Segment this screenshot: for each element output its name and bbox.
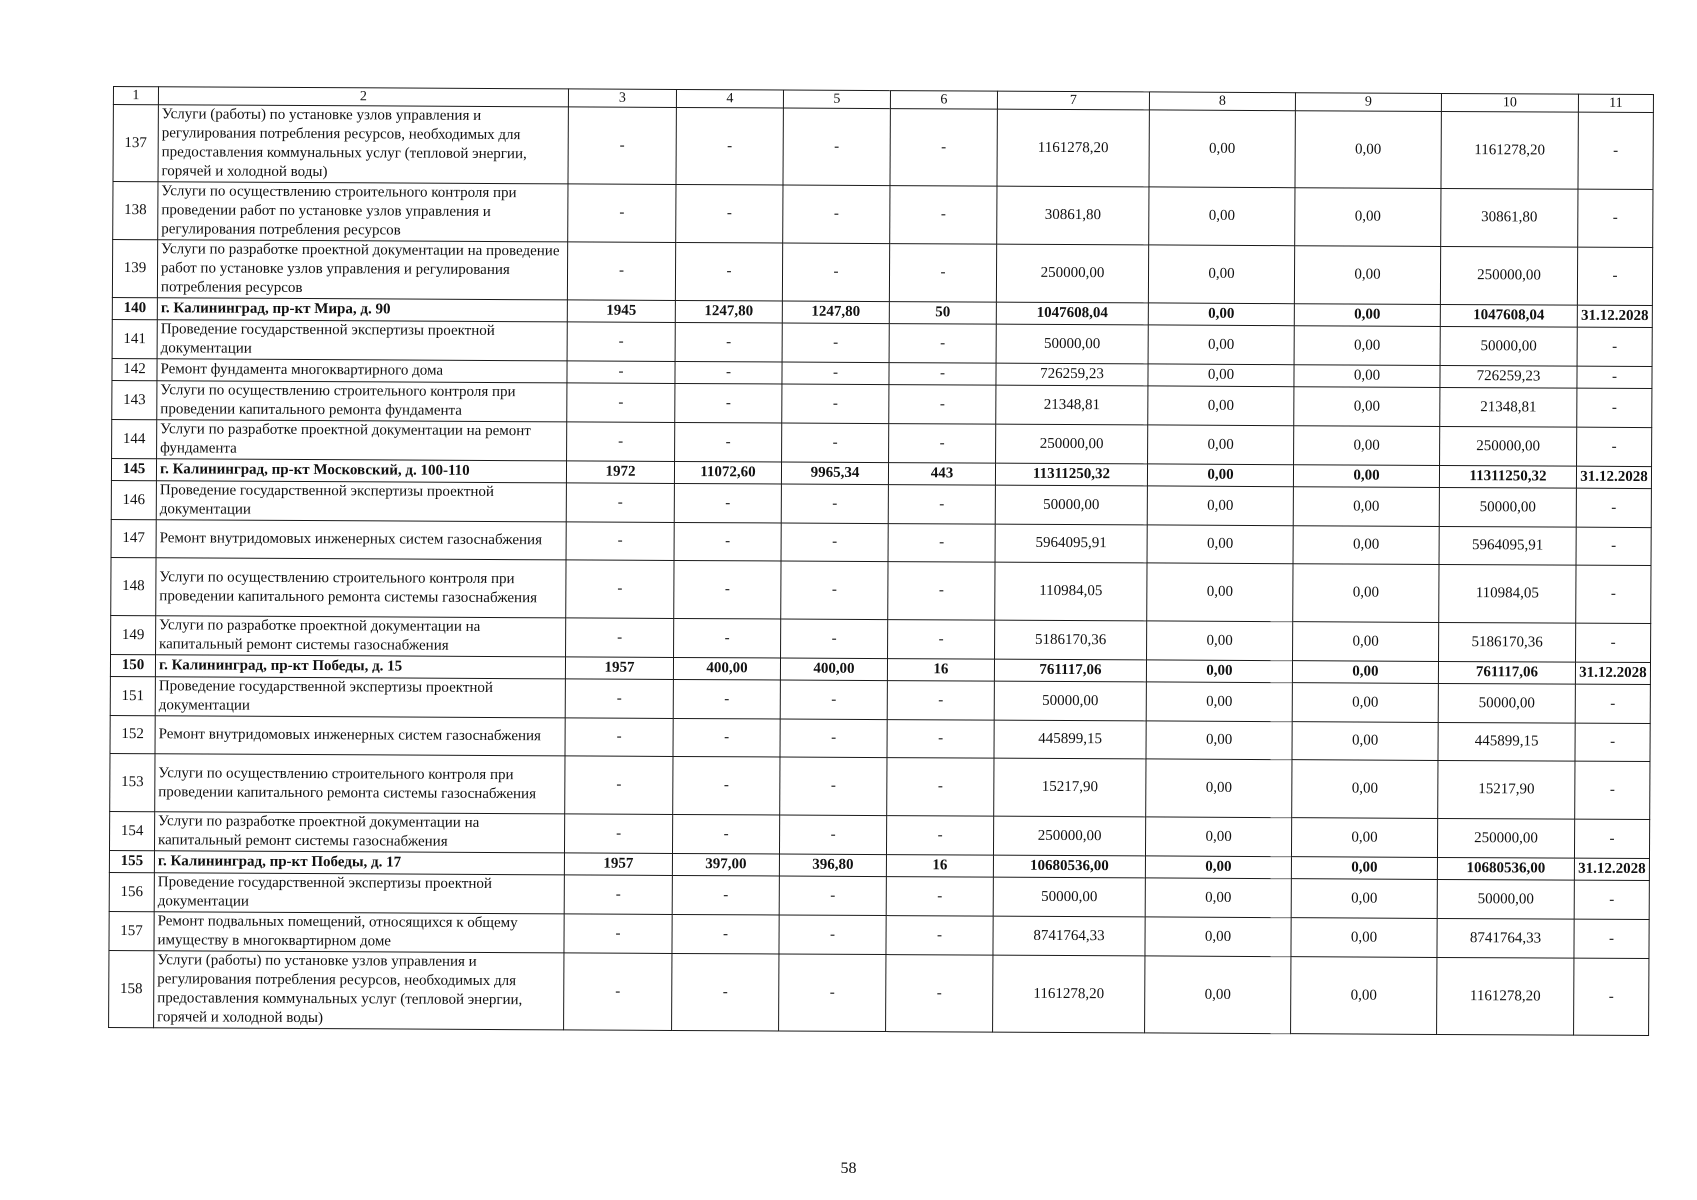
total-area-cell: 397,00	[672, 853, 779, 876]
living-area-cell: 396,80	[779, 854, 886, 877]
total-area-cell: -	[674, 618, 781, 658]
total-area-cell: -	[673, 718, 780, 757]
document-page	[108, 86, 1653, 1036]
year-built-cell: -	[567, 422, 675, 462]
owner-funds-cell: 50000,00	[1440, 326, 1577, 366]
total-area-cell: -	[673, 679, 780, 719]
row-number: 142	[112, 358, 157, 380]
regional-funds-cell: 0,00	[1291, 957, 1437, 1035]
living-area-cell: -	[779, 954, 886, 1032]
row-number: 138	[113, 182, 158, 240]
residents-cell: -	[887, 720, 994, 759]
item-name: г. Калининград, пр-кт Московский, д. 100-110	[156, 459, 566, 483]
total-area-cell: -	[673, 756, 780, 815]
residents-cell: -	[889, 244, 996, 303]
regional-funds-cell: 0,00	[1293, 487, 1439, 527]
row-number: 152	[110, 715, 155, 753]
owner-funds-cell: 1047608,04	[1440, 304, 1577, 327]
living-area-cell: 1247,80	[782, 301, 889, 324]
year-built-cell: -	[567, 361, 675, 384]
federal-funds-cell: 0,00	[1148, 325, 1294, 365]
year-built-cell: -	[564, 875, 672, 915]
total-area-cell: -	[674, 483, 781, 523]
regional-funds-cell: 0,00	[1293, 465, 1439, 488]
total-cost-cell: 761117,06	[994, 659, 1146, 682]
year-built-cell: 1957	[564, 853, 672, 876]
item-name: Услуги по разработке проектной документации на капитальный ремонт системы газоснабжения	[156, 616, 566, 657]
year-built-cell: -	[564, 914, 672, 954]
owner-funds-cell: 5964095,91	[1439, 526, 1576, 565]
federal-funds-cell: 0,00	[1148, 425, 1294, 465]
item-name: Проведение государственной экспертизы проектной документации	[156, 481, 566, 522]
work-row	[113, 182, 1653, 248]
total-cost-cell: 5186170,36	[995, 620, 1147, 660]
deadline-cell: -	[1574, 919, 1649, 958]
work-row	[113, 105, 1653, 190]
owner-funds-cell: 30861,80	[1441, 188, 1578, 247]
federal-funds-cell: 0,00	[1145, 956, 1291, 1034]
year-built-cell: -	[566, 483, 674, 523]
federal-funds-cell: 0,00	[1145, 856, 1291, 879]
item-name: Проведение государственной экспертизы проектной документации	[154, 873, 564, 914]
row-number: 148	[111, 557, 156, 615]
row-number: 158	[109, 950, 154, 1027]
year-built-cell: -	[564, 953, 672, 1031]
row-number: 139	[112, 240, 157, 298]
year-built-cell: -	[566, 618, 674, 658]
owner-funds-cell: 250000,00	[1440, 426, 1577, 466]
year-built-cell: -	[565, 679, 673, 719]
item-name: Проведение государственной экспертизы проектной документации	[155, 677, 565, 718]
regional-funds-cell: 0,00	[1294, 387, 1440, 427]
item-name: Услуги по осуществлению строительного контроля при проведении капитального ремонта фундамента	[157, 381, 567, 422]
living-area-cell: 9965,34	[781, 462, 888, 485]
federal-funds-cell: 0,00	[1147, 621, 1293, 661]
regional-funds-cell: 0,00	[1294, 326, 1440, 366]
row-number: 147	[111, 519, 156, 557]
item-name: Проведение государственной экспертизы проектной документации	[157, 320, 567, 361]
column-header: 1	[113, 87, 158, 105]
total-cost-cell: 250000,00	[996, 424, 1148, 464]
total-area-cell: -	[674, 522, 781, 561]
owner-funds-cell: 110984,05	[1439, 564, 1576, 623]
item-name: Услуги по осуществлению строительного контроля при проведении капитального ремонта системы газоснабжения	[155, 754, 565, 814]
total-cost-cell: 50000,00	[996, 324, 1148, 364]
regional-funds-cell: 0,00	[1292, 722, 1438, 761]
residents-cell: -	[890, 109, 997, 187]
deadline-cell: 31.12.2028	[1575, 662, 1650, 684]
regional-funds-cell: 0,00	[1292, 661, 1438, 684]
year-built-cell: 1972	[566, 461, 674, 484]
federal-funds-cell: 0,00	[1148, 245, 1294, 304]
column-header: 6	[890, 91, 997, 110]
residents-cell: -	[888, 620, 995, 660]
total-cost-cell: 250000,00	[996, 244, 1148, 303]
regional-funds-cell: 0,00	[1291, 857, 1437, 880]
total-area-cell: -	[675, 322, 782, 362]
living-area-cell: 400,00	[780, 658, 887, 681]
owner-funds-cell: 250000,00	[1440, 246, 1577, 305]
total-area-cell: -	[672, 914, 779, 954]
total-cost-cell: 50000,00	[993, 877, 1145, 917]
regional-funds-cell: 0,00	[1292, 760, 1438, 819]
regional-funds-cell: 0,00	[1294, 304, 1440, 327]
living-area-cell: -	[779, 815, 886, 855]
item-name: Услуги по разработке проектной документации на проведение работ по установке узлов управления и регулирования потребления ресурсов	[157, 240, 567, 300]
item-name: Ремонт фундамента многоквартирного дома	[157, 359, 567, 383]
federal-funds-cell: 0,00	[1147, 525, 1293, 564]
owner-funds-cell: 1161278,20	[1437, 957, 1574, 1035]
column-header: 9	[1295, 93, 1441, 112]
item-name: г. Калининград, пр-кт Победы, д. 15	[155, 655, 565, 679]
living-area-cell: -	[783, 108, 890, 186]
total-area-cell: -	[672, 875, 779, 915]
total-area-cell: 1247,80	[675, 300, 782, 323]
item-name: Услуги по разработке проектной документации на капитальный ремонт системы газоснабжения	[154, 812, 564, 853]
total-area-cell: -	[676, 184, 783, 243]
year-built-cell: -	[568, 184, 676, 243]
item-name: Услуги по разработке проектной документации на ремонт фундамента	[157, 420, 567, 461]
federal-funds-cell: 0,00	[1146, 721, 1292, 760]
row-number: 140	[112, 297, 157, 319]
regional-funds-cell: 0,00	[1291, 879, 1437, 919]
total-area-cell: 400,00	[673, 657, 780, 680]
row-number: 146	[111, 480, 156, 519]
row-number: 143	[112, 380, 157, 419]
deadline-cell: -	[1577, 247, 1652, 305]
regional-funds-cell: 0,00	[1294, 426, 1440, 466]
item-name: г. Калининград, пр-кт Мира, д. 90	[157, 298, 567, 322]
owner-funds-cell: 8741764,33	[1437, 918, 1574, 958]
living-area-cell: -	[781, 523, 888, 562]
row-number: 149	[111, 615, 156, 654]
total-cost-cell: 1161278,20	[993, 955, 1145, 1033]
row-number: 151	[110, 676, 155, 715]
federal-funds-cell: 0,00	[1147, 486, 1293, 526]
deadline-cell: -	[1577, 388, 1652, 427]
item-name: Ремонт внутридомовых инженерных систем газоснабжения	[155, 716, 565, 756]
owner-funds-cell: 50000,00	[1437, 879, 1574, 919]
deadline-cell: -	[1577, 366, 1652, 388]
federal-funds-cell: 0,00	[1145, 917, 1291, 957]
total-area-cell: -	[675, 383, 782, 423]
item-name: Ремонт подвальных помещений, относящихся к общему имуществу в многоквартирном доме	[154, 912, 564, 953]
deadline-cell: -	[1574, 819, 1649, 858]
row-number: 157	[109, 911, 154, 950]
deadline-cell: -	[1574, 958, 1649, 1035]
regional-funds-cell: 0,00	[1295, 111, 1441, 189]
row-number: 150	[110, 654, 155, 676]
item-name: Услуги по осуществлению строительного контроля при проведении работ по установке узлов управления и регулирования потребления ресурсов	[158, 182, 568, 242]
owner-funds-cell: 15217,90	[1438, 760, 1575, 819]
residents-cell: 16	[886, 855, 993, 878]
total-area-cell: -	[676, 107, 783, 185]
living-area-cell: -	[780, 719, 887, 758]
living-area-cell: -	[779, 876, 886, 916]
federal-funds-cell: 0,00	[1147, 563, 1293, 622]
year-built-cell: -	[564, 814, 672, 854]
owner-funds-cell: 726259,23	[1440, 365, 1577, 388]
federal-funds-cell: 0,00	[1149, 187, 1295, 246]
residents-cell: -	[887, 758, 994, 817]
total-cost-cell: 50000,00	[995, 485, 1147, 525]
total-cost-cell: 1161278,20	[997, 109, 1149, 187]
row-number: 153	[110, 753, 155, 811]
owner-funds-cell: 50000,00	[1438, 683, 1575, 723]
total-area-cell: -	[672, 814, 779, 854]
deadline-cell: -	[1578, 112, 1653, 189]
residents-cell: -	[889, 424, 996, 464]
owner-funds-cell: 250000,00	[1437, 818, 1574, 858]
deadline-cell: -	[1577, 327, 1652, 366]
year-built-cell: -	[568, 107, 676, 185]
residents-cell: -	[886, 916, 993, 956]
total-area-cell: 11072,60	[674, 461, 781, 484]
living-area-cell: -	[781, 619, 888, 659]
column-header: 11	[1578, 94, 1653, 112]
column-header: 7	[997, 91, 1149, 110]
year-built-cell: -	[566, 522, 674, 561]
year-built-cell: 1957	[565, 657, 673, 680]
regional-funds-cell: 0,00	[1292, 683, 1438, 723]
column-header: 8	[1149, 92, 1295, 111]
work-row	[110, 753, 1650, 819]
row-number: 154	[109, 811, 154, 850]
row-number: 137	[113, 105, 158, 182]
deadline-cell: 31.12.2028	[1576, 466, 1651, 488]
owner-funds-cell: 445899,15	[1438, 722, 1575, 761]
regional-funds-cell: 0,00	[1295, 188, 1441, 247]
row-number: 144	[112, 419, 157, 458]
work-row	[109, 950, 1649, 1035]
total-cost-cell: 30861,80	[997, 186, 1149, 245]
row-number: 156	[109, 872, 154, 911]
total-cost-cell: 11311250,32	[995, 463, 1147, 486]
living-area-cell: -	[780, 757, 887, 816]
deadline-cell: -	[1576, 565, 1651, 623]
regional-funds-cell: 0,00	[1293, 564, 1439, 623]
owner-funds-cell: 1161278,20	[1441, 111, 1578, 189]
federal-funds-cell: 0,00	[1146, 660, 1292, 683]
total-area-cell: -	[672, 953, 779, 1031]
owner-funds-cell: 50000,00	[1439, 487, 1576, 527]
total-cost-cell: 445899,15	[994, 720, 1146, 759]
total-cost-cell: 10680536,00	[993, 855, 1145, 878]
year-built-cell: -	[567, 383, 675, 423]
federal-funds-cell: 0,00	[1148, 364, 1294, 387]
page-number: 58	[840, 1160, 857, 1177]
owner-funds-cell: 761117,06	[1438, 661, 1575, 684]
column-header: 10	[1441, 93, 1578, 112]
living-area-cell: -	[782, 423, 889, 463]
row-number: 155	[109, 850, 154, 872]
item-name: Ремонт внутридомовых инженерных систем газоснабжения	[156, 520, 566, 560]
total-cost-cell: 8741764,33	[993, 916, 1145, 956]
row-number: 141	[112, 319, 157, 358]
living-area-cell: -	[782, 243, 889, 302]
program-table	[108, 86, 1654, 1036]
residents-cell: -	[886, 816, 993, 856]
column-header: 5	[783, 90, 890, 109]
year-built-cell: -	[567, 322, 675, 362]
living-area-cell: -	[781, 561, 888, 620]
residents-cell: -	[889, 385, 996, 425]
total-cost-cell: 50000,00	[994, 681, 1146, 721]
regional-funds-cell: 0,00	[1293, 622, 1439, 662]
column-header: 4	[676, 89, 783, 108]
table-body	[109, 105, 1654, 1036]
residents-cell: -	[886, 877, 993, 917]
federal-funds-cell: 0,00	[1149, 110, 1295, 188]
residents-cell: 443	[888, 463, 995, 486]
total-area-cell: -	[675, 422, 782, 462]
residents-cell: -	[886, 955, 993, 1033]
item-name: Услуги (работы) по установке узлов управления и регулирования потребления ресурсов, необходимых для предоставления коммунальных услуг (тепловой энергии, горячей и холодной воды)	[158, 105, 568, 184]
total-area-cell: -	[675, 242, 782, 301]
deadline-cell: -	[1575, 684, 1650, 723]
federal-funds-cell: 0,00	[1145, 817, 1291, 857]
residents-cell: -	[889, 363, 996, 386]
federal-funds-cell: 0,00	[1148, 303, 1294, 326]
residents-cell: -	[889, 324, 996, 364]
total-cost-cell: 250000,00	[993, 816, 1145, 856]
owner-funds-cell: 5186170,36	[1439, 622, 1576, 662]
total-cost-cell: 15217,90	[994, 758, 1146, 817]
item-name: Услуги по осуществлению строительного контроля при проведении капитального ремонта системы газоснабжения	[156, 558, 566, 618]
row-number: 145	[111, 458, 156, 480]
total-cost-cell: 110984,05	[995, 562, 1147, 621]
residents-cell: -	[888, 524, 995, 563]
total-area-cell: -	[674, 560, 781, 619]
regional-funds-cell: 0,00	[1291, 918, 1437, 958]
deadline-cell: -	[1574, 880, 1649, 919]
deadline-cell: -	[1578, 189, 1653, 247]
regional-funds-cell: 0,00	[1294, 365, 1440, 388]
residents-cell: -	[888, 562, 995, 621]
year-built-cell: -	[567, 242, 675, 301]
year-built-cell: -	[566, 560, 674, 619]
regional-funds-cell: 0,00	[1294, 246, 1440, 305]
residents-cell: 50	[889, 302, 996, 325]
living-area-cell: -	[782, 362, 889, 385]
total-cost-cell: 1047608,04	[996, 302, 1148, 325]
living-area-cell: -	[781, 484, 888, 524]
living-area-cell: -	[779, 915, 886, 955]
item-name: г. Калининград, пр-кт Победы, д. 17	[154, 851, 564, 875]
federal-funds-cell: 0,00	[1145, 878, 1291, 918]
deadline-cell: -	[1577, 427, 1652, 466]
column-header: 3	[568, 89, 676, 108]
total-area-cell: -	[675, 361, 782, 384]
deadline-cell: 31.12.2028	[1574, 858, 1649, 880]
deadline-cell: -	[1575, 761, 1650, 819]
item-name: Услуги (работы) по установке узлов управления и регулирования потребления ресурсов, необходимых для предоставления коммунальных услуг (тепловой энергии, горячей и холодной воды)	[154, 951, 564, 1030]
regional-funds-cell: 0,00	[1291, 818, 1437, 858]
deadline-cell: -	[1576, 488, 1651, 527]
residents-cell: -	[887, 681, 994, 721]
deadline-cell: -	[1575, 723, 1650, 761]
residents-cell: 16	[887, 659, 994, 682]
living-area-cell: -	[782, 323, 889, 363]
federal-funds-cell: 0,00	[1146, 682, 1292, 722]
total-cost-cell: 5964095,91	[995, 524, 1147, 563]
column-header: 2	[158, 87, 568, 107]
total-cost-cell: 726259,23	[996, 363, 1148, 386]
work-row	[112, 240, 1652, 306]
federal-funds-cell: 0,00	[1148, 386, 1294, 426]
owner-funds-cell: 11311250,32	[1439, 465, 1576, 488]
deadline-cell: -	[1576, 527, 1651, 565]
residents-cell: -	[888, 485, 995, 525]
deadline-cell: 31.12.2028	[1577, 305, 1652, 327]
deadline-cell: -	[1576, 623, 1651, 662]
federal-funds-cell: 0,00	[1147, 464, 1293, 487]
owner-funds-cell: 10680536,00	[1437, 857, 1574, 880]
living-area-cell: -	[780, 680, 887, 720]
owner-funds-cell: 21348,81	[1440, 387, 1577, 427]
regional-funds-cell: 0,00	[1293, 526, 1439, 565]
federal-funds-cell: 0,00	[1146, 759, 1292, 818]
year-built-cell: 1945	[567, 300, 675, 323]
work-row	[111, 557, 1651, 623]
year-built-cell: -	[565, 718, 673, 757]
living-area-cell: -	[782, 384, 889, 424]
living-area-cell: -	[783, 185, 890, 244]
year-built-cell: -	[565, 756, 673, 815]
total-cost-cell: 21348,81	[996, 385, 1148, 425]
residents-cell: -	[890, 186, 997, 245]
